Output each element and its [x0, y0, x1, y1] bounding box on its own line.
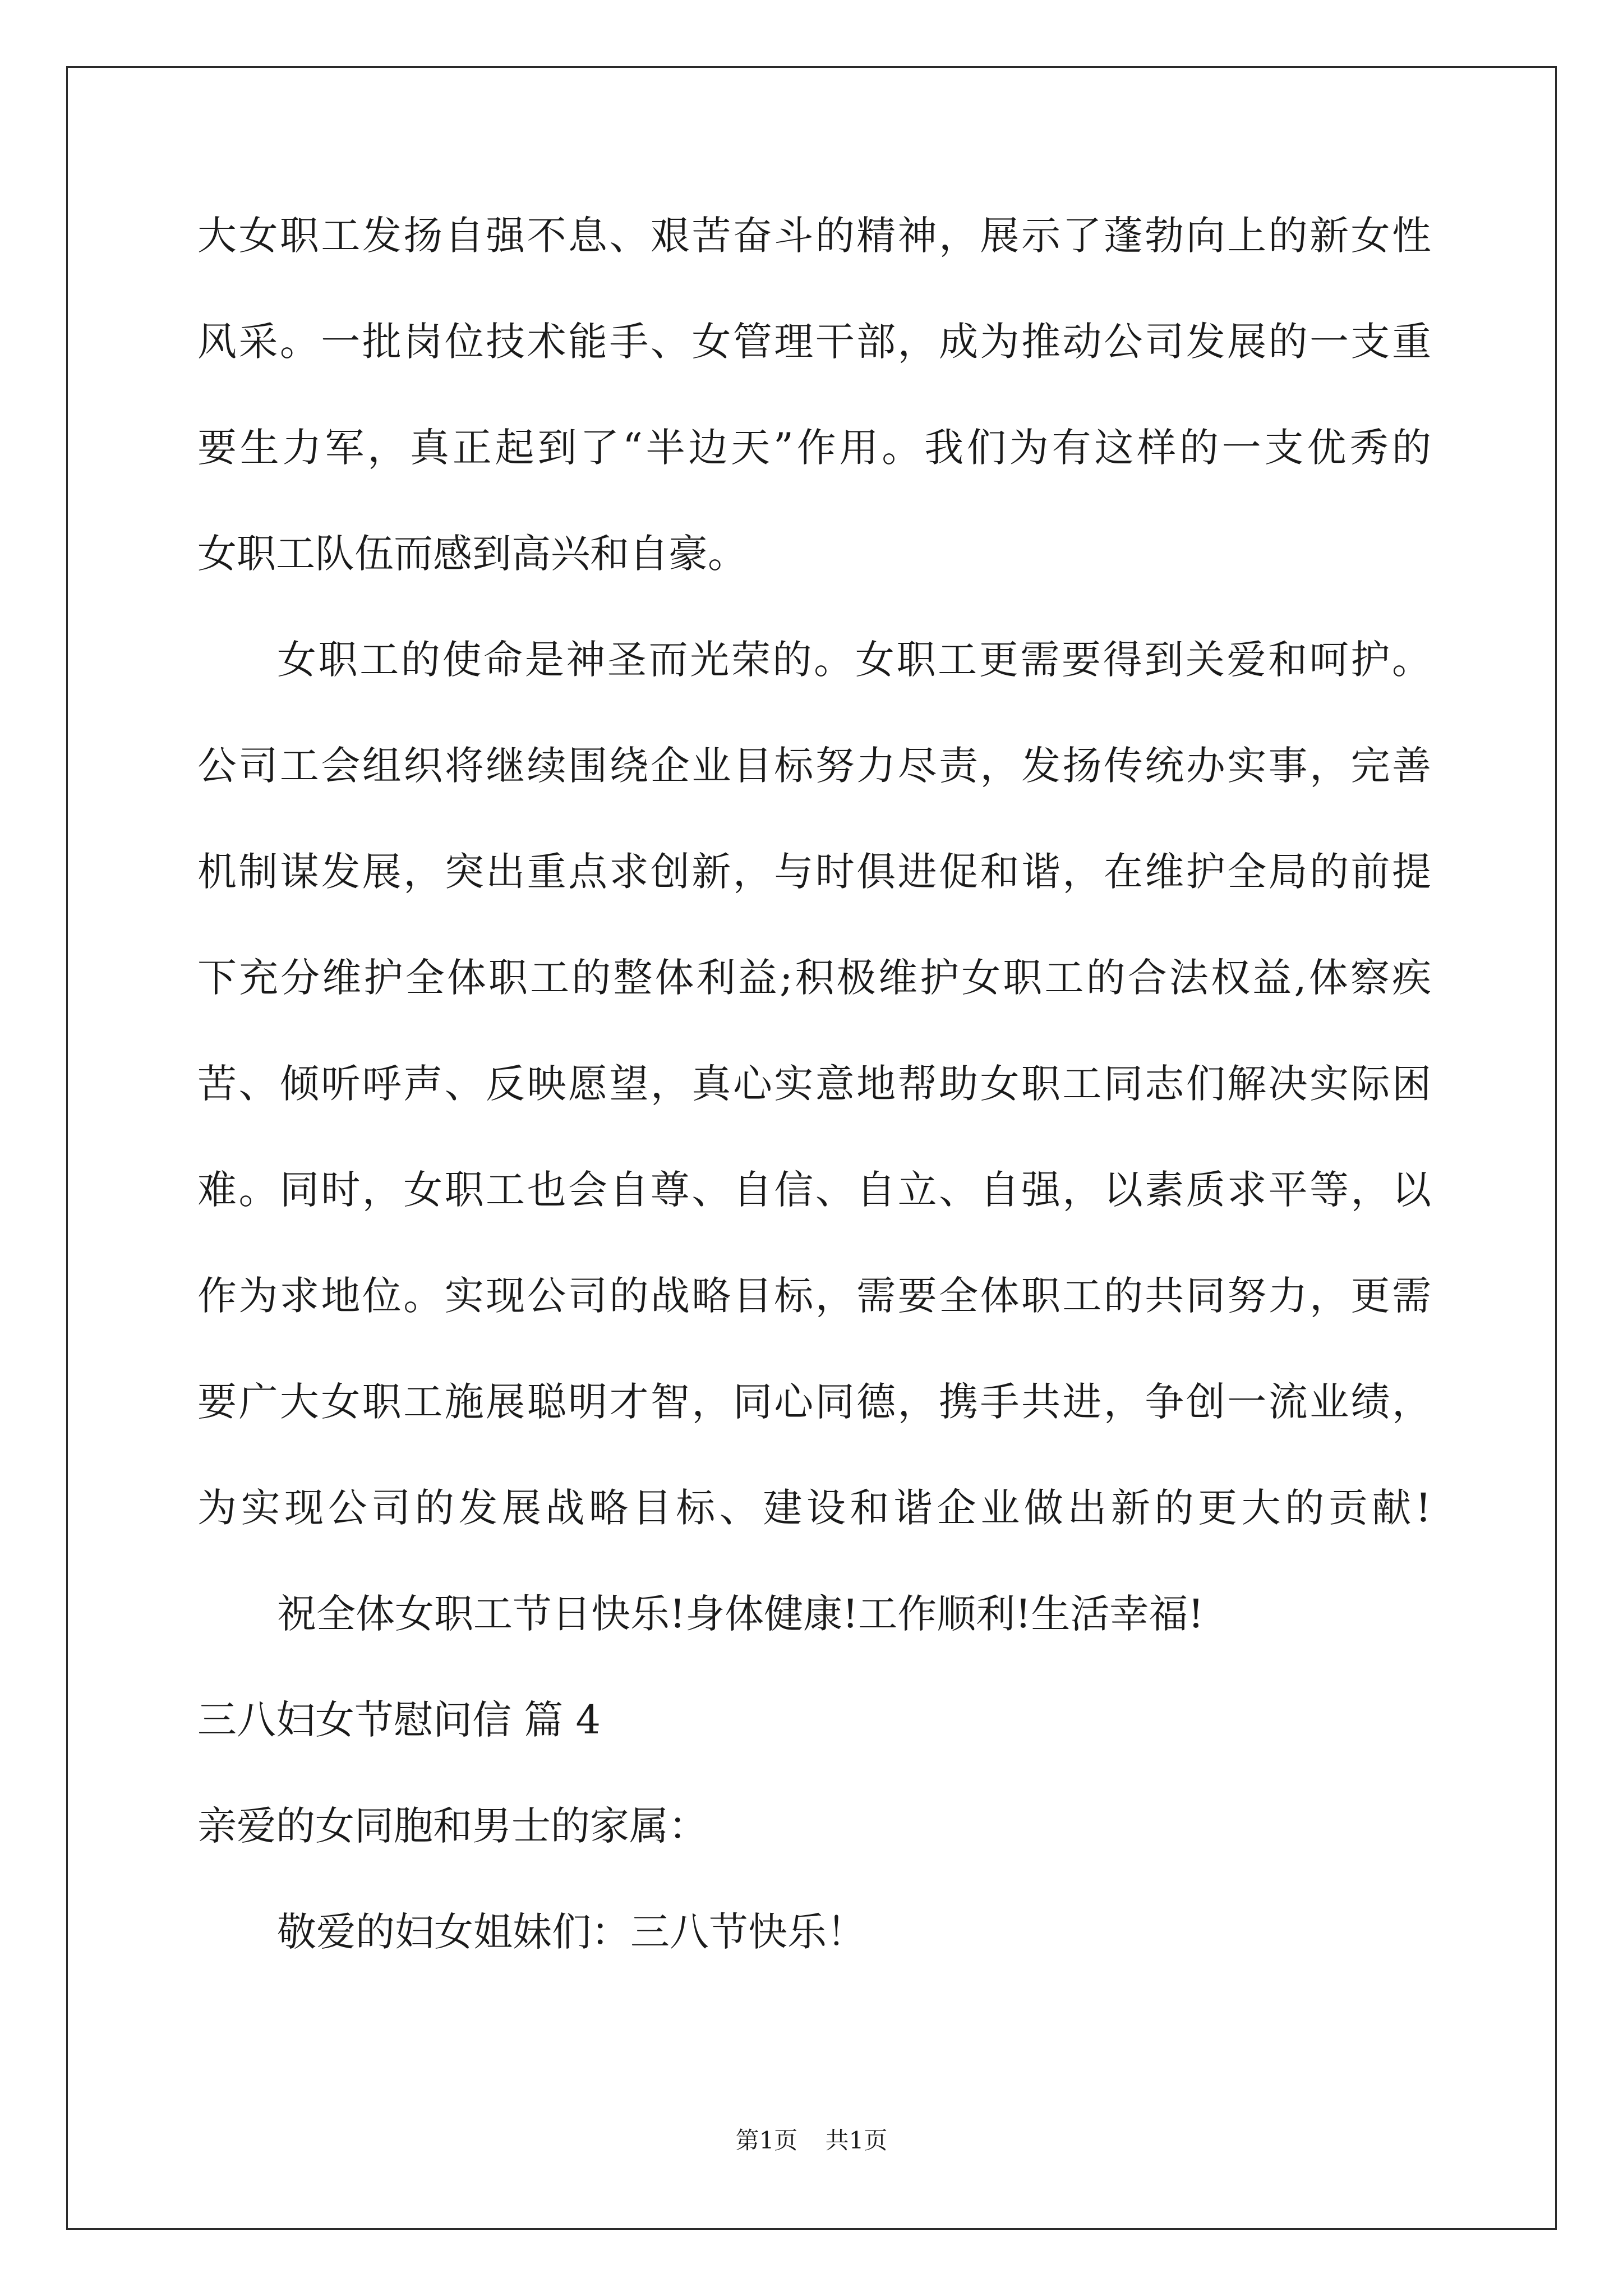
text-line: 下充分维护全体职工的整体利益;积极维护女职工的合法权益,体察疾 [197, 955, 1431, 1001]
text-line: 风采。一批岗位技术能手、女管理干部，成为推动公司发展的一支重 [197, 319, 1431, 365]
page-footer [0, 2125, 1623, 2156]
text-line: 要广大女职工施展聪明才智，同心同德，携手共进，争创一流业绩， [197, 1379, 1431, 1425]
text-line: 女职工队伍而感到高兴和自豪。 [197, 531, 747, 577]
greeting-line: 敬爱的妇女姐妹们：三八节快乐！ [277, 1909, 866, 1955]
section-heading: 三八妇女节慰问信 篇 4 [197, 1697, 601, 1743]
page-number-current: 第1页 [735, 2127, 798, 2154]
text-line: 作为求地位。实现公司的战略目标，需要全体职工的共同努力，更需 [197, 1273, 1431, 1319]
text-line: 要生力军，真正起到了“半边天”作用。我们为有这样的一支优秀的 [197, 425, 1431, 471]
text-line: 祝全体女职工节日快乐!身体健康!工作顺利!生活幸福! [277, 1591, 1204, 1637]
text-line: 机制谋发展，突出重点求创新，与时俱进促和谐，在维护全局的前提 [197, 849, 1431, 895]
text-line: 苦、倾听呼声、反映愿望，真心实意地帮助女职工同志们解决实际困 [197, 1061, 1431, 1107]
text-line: 女职工的使命是神圣而光荣的。女职工更需要得到关爱和呵护。 [277, 637, 1431, 683]
document-body [197, 209, 1431, 2011]
salutation: 亲爱的女同胞和男士的家属： [197, 1803, 708, 1849]
text-line: 为实现公司的发展战略目标、建设和谐企业做出新的更大的贡献! [197, 1485, 1431, 1531]
page-number-total: 共1页 [825, 2127, 888, 2154]
text-line: 公司工会组织将继续围绕企业目标努力尽责，发扬传统办实事，完善 [197, 743, 1431, 789]
text-line: 难。同时，女职工也会自尊、自信、自立、自强，以素质求平等，以 [197, 1167, 1431, 1213]
text-line: 大女职工发扬自强不息、艰苦奋斗的精神，展示了蓬勃向上的新女性 [197, 213, 1431, 259]
